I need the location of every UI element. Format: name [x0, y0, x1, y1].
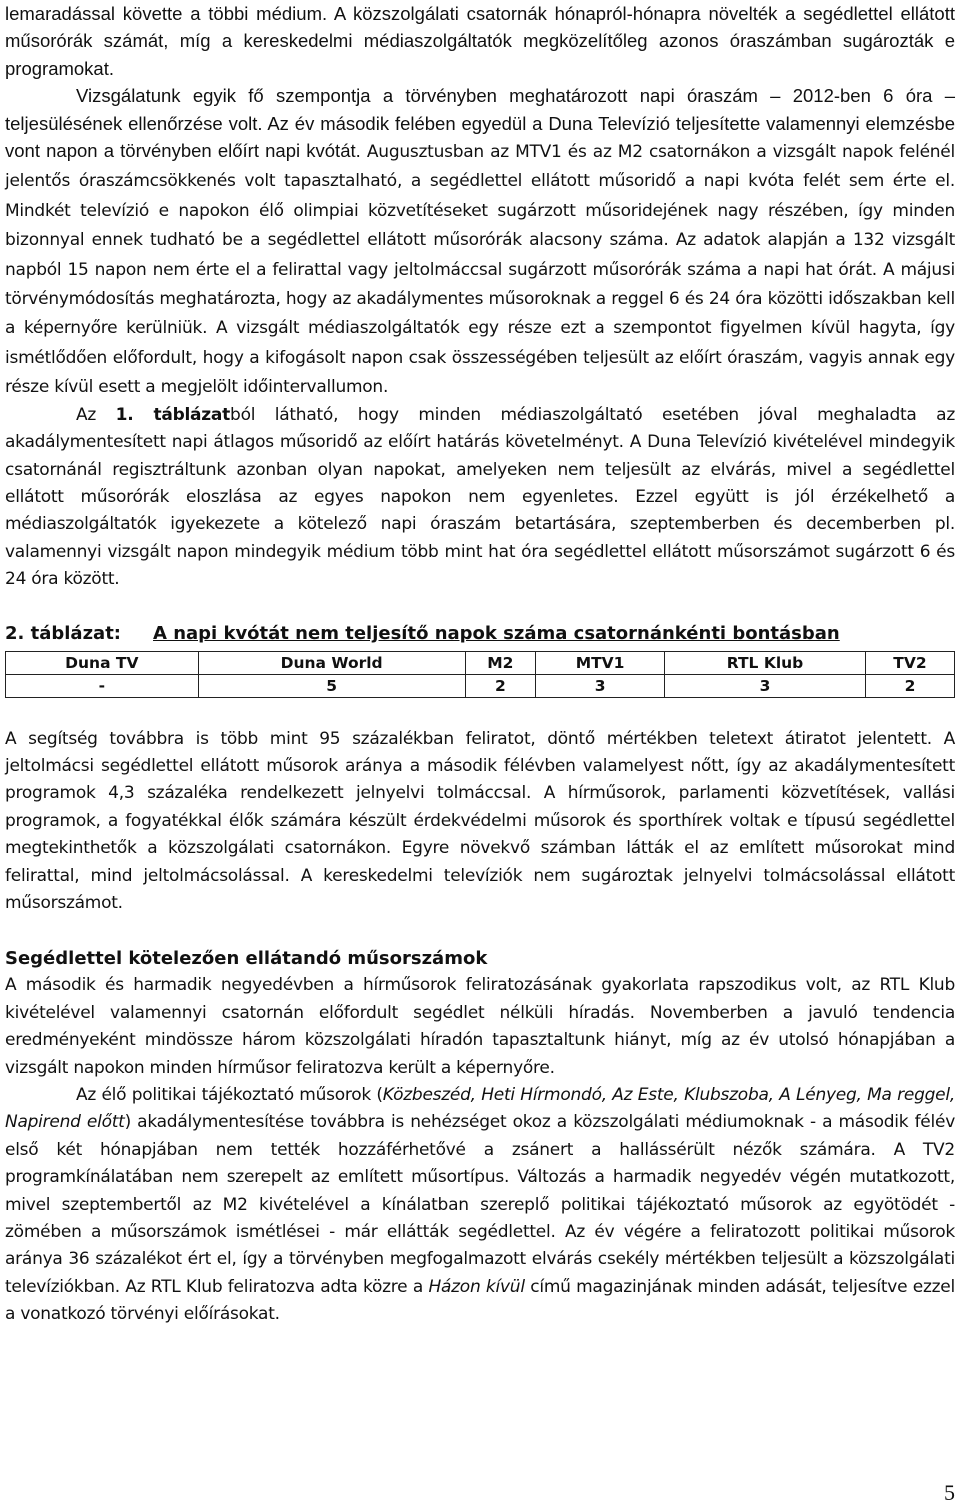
table-cell: - — [6, 674, 199, 697]
quota-sentence: Vizsgálatunk egyik fő szempontja a törvényben meghatározott napi óraszám – 2012-ben 6 óra – teljesülésének ellenőrzése volt. Az év második felében egyedül a Duna Televízió teljesítette valamennyi elemzésbe vont napon a törvényben előírt napi kvótát. — [5, 85, 955, 162]
show-titles: Közbeszéd, Heti Hírmondó, Az Este, Klubszoba, A Lényeg, Ma reggel, Napirend előtt — [5, 1085, 955, 1133]
table-row — [6, 674, 955, 697]
table-header-cell: M2 — [465, 651, 536, 674]
table-header-cell: MTV1 — [536, 651, 665, 674]
section-heading: Segédlettel kötelezően ellátandó műsorszámok — [5, 948, 488, 970]
para2-pre: Az — [76, 404, 116, 425]
para2-post: ból látható, hogy minden médiaszolgáltató esetében jóval meghaladta az akadálymentesített napi átlagos műsoridő az előírt határás követelményt. A Duna Televízió kivételével mindegyik csatornánál regisztráltunk azonban olyan napokat, amelyeken nem teljesült az elvárás, mivel a segédlettel ellátott műsorórák eloszlása az egyes napokon nem egyenletes. Ezzel együtt is jól érzékelhető a médiaszolgáltatók igyekezete a kötelező napi óraszám betartására, szeptemberben és decemberben pl. valamennyi vizsgált napon mindegyik médium több mint hat óra segédlettel ellátott műsorszámot sugárzott 6 és 24 óra között. — [5, 404, 955, 590]
para5-pre: Az élő politikai tájékoztató műsorok ( — [76, 1085, 383, 1105]
para5-post: című magazinjának minden adását, teljesítve ezzel a vonatkozó törvényi előírásokat. — [5, 1276, 955, 1325]
table-header-cell: RTL Klub — [665, 651, 866, 674]
table-cell: 2 — [465, 674, 536, 697]
table-header-cell: TV2 — [865, 651, 954, 674]
intro-sentence: lemaradással követte a többi médium. A közszolgálati csatornák hónapról-hónapra növelték a segédlettel ellátott műsorórák számát, míg a kereskedelmi médiaszolgáltatók megközelítőleg azonos óraszámban sugározták e programokat. — [5, 3, 955, 79]
news-paragraph: A második és harmadik negyedévben a hírműsorok feliratozásának gyakorlata rapszodikus volt, az RTL Klub kivételével valamennyi csatornán előfordult segédlet nélküli híradás. Novemberben a javuló tendencia eredményeként mindössze három közszolgálati híradón tapasztaltunk hiányt, míg az év utolsó hónapjában a vizsgált napokon minden hírműsor feliratozva került a képernyőre. — [5, 975, 955, 1078]
table-cell: 5 — [198, 674, 465, 697]
august-text: Augusztusban az MTV1 és az M2 csatornákon a vizsgált napok felénél jelentős óraszámcsökkenés volt tapasztalható, a segédlettel ellátott műsoridő a napi kvóta felét sem érte el. Mindkét televízió e napokon élő olimpiai közvetítéseket sugárzott műsoridejének nagy részében, így minden bizonnyal ennek tudható be a segédlettel ellátott műsorórák alacsony száma. Az adatok alapján a 132 vizsgált napból 15 napon nem érte el a felirattal vagy jeltolmáccsal sugárzott műsorórák száma a napi hat órát. A májusi törvénymódosítás meghatározta, hogy az akadálymentes műsoroknak a reggel 6 és 24 óra közötti időszakban kell a képernyőre kerülniük. A vizsgált médiaszolgáltatók egy része ezt a szempontot figyelmen kívül hagyta, így ismétlődően előfordult, hogy a kifogásolt napon csak összességében teljesült az előírt óraszám, vagyis annak egy része kívül esett a megjelölt időintervallumon. — [5, 142, 955, 398]
table-label: 2. táblázat: — [5, 622, 122, 644]
intro-paragraph — [5, 0, 955, 82]
table-reference-paragraph — [5, 402, 955, 594]
quota-table — [5, 651, 955, 698]
table-cell: 3 — [536, 674, 665, 697]
show-title-hazon-kivul: Házon kívül — [428, 1276, 525, 1297]
page-number: 5 — [944, 1480, 955, 1505]
sign-language-paragraph: A segítség továbbra is több mint 95 százalékban feliratot, döntő mértékben teletext átiratot jelentett. A jeltolmácsi segédlettel ellátott műsorok aránya a második félévben valamelyest nőtt, így az akadálymentesített programok 4,3 százaléka rendelkezett jelnyelvi tolmáccsal. A hírműsorok, parlamenti közvetítések, vallási programok, a fogyatékkal élők számára készült érdekvédelmi műsorok és sporthírek voltak e típusú segédlettel megtekinthetők a közszolgálati csatornákon. Egyre növekvő számban látták el az említett műsorokat mind felirattal, mind jeltolmácsolással. A kereskedelmi televíziók nem sugároztak jelnyelvi tolmácsolással ellátott műsorszámot. — [5, 728, 955, 913]
table-cell: 3 — [665, 674, 866, 697]
table-cell: 2 — [865, 674, 954, 697]
table-header-cell: Duna World — [198, 651, 465, 674]
quota-paragraph — [5, 82, 955, 401]
political-programs-paragraph — [5, 1082, 955, 1329]
table-header-row — [6, 651, 955, 674]
table-title: A napi kvótát nem teljesítő napok száma csatornánkénti bontásban — [153, 622, 840, 644]
para5-mid: ) akadálymentesítése továbbra is nehézséget okoz a közszolgálati médiumoknak - a második félév első két hónapjában nem tették hozzáférhetővé a zsánert a hallássérült nézők számára. A TV2 programkínálatában nem szerepelt az említett műsortípus. Változás a harmadik negyedév végén mutatkozott, mivel szeptembertől az M2 kivételével a kínálatban szereplő politikai tájékoztató műsorok az egyötödét - zömében a műsorszámok ismétlései - már ellátták segédlettel. Az év végére a feliratozott politikai műsorok aránya 36 százalékot ért el, így a törvényben megfogalmazott elvárás csekély mértékben teljesült a közszolgálati televíziókban. Az RTL Klub feliratozva adta közre a — [5, 1112, 956, 1297]
table-header-cell: Duna TV — [6, 651, 199, 674]
table-reference: 1. táblázat — [115, 404, 231, 425]
table-caption — [5, 621, 955, 647]
document-page — [5, 0, 955, 1329]
